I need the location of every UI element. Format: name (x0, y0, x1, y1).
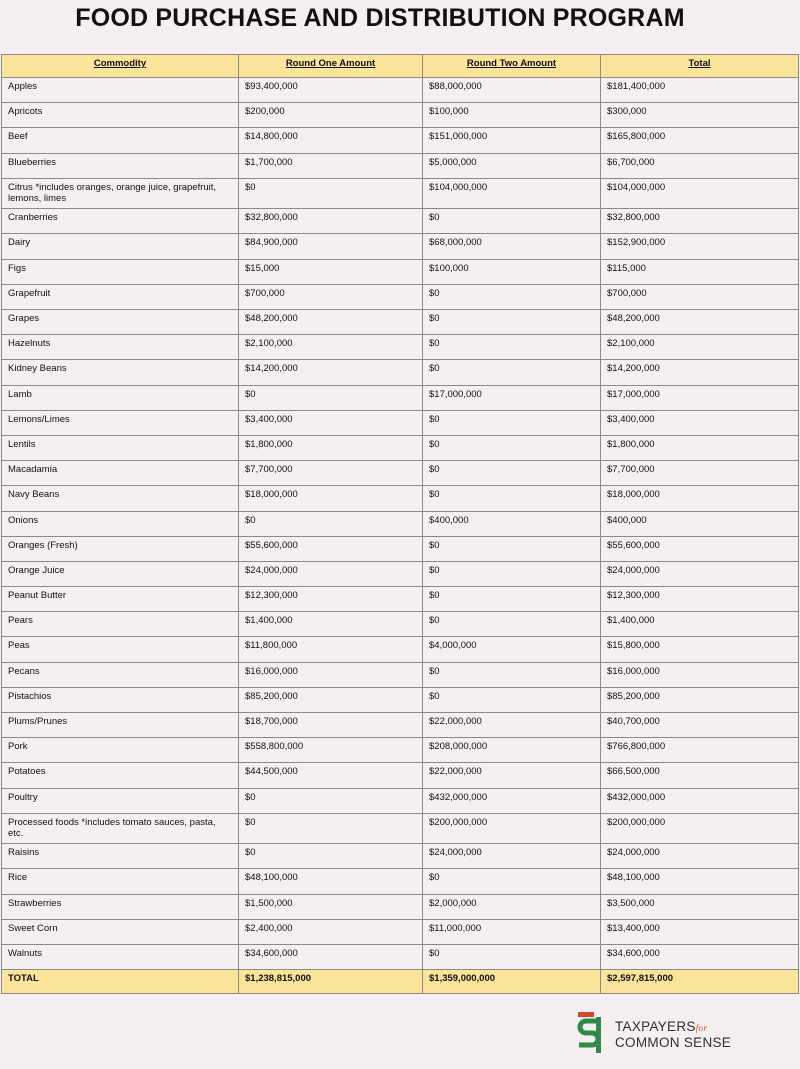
round-two-cell: $24,000,000 (423, 844, 601, 869)
commodity-cell: Onions (2, 511, 239, 536)
table-row (2, 128, 799, 153)
total-cell: $2,100,000 (601, 335, 799, 360)
table-row (2, 461, 799, 486)
total-cell: $17,000,000 (601, 385, 799, 410)
round-two-cell: $100,000 (423, 103, 601, 128)
table-row (2, 612, 799, 637)
round-one-cell: $0 (239, 511, 423, 536)
page-title: FOOD PURCHASE AND DISTRIBUTION PROGRAM (75, 4, 685, 32)
commodity-cell: Poultry (2, 788, 239, 813)
table-row (2, 511, 799, 536)
round-two-cell: $22,000,000 (423, 763, 601, 788)
round-two-cell: $400,000 (423, 511, 601, 536)
table-row (2, 284, 799, 309)
commodity-cell: Navy Beans (2, 486, 239, 511)
commodity-cell: Apricots (2, 103, 239, 128)
total-cell: $766,800,000 (601, 738, 799, 763)
round-one-cell: $48,200,000 (239, 310, 423, 335)
table-header-row (2, 55, 799, 78)
total-cell: $13,400,000 (601, 919, 799, 944)
table-row (2, 662, 799, 687)
round-one-cell: $11,800,000 (239, 637, 423, 662)
round-one-cell: $55,600,000 (239, 536, 423, 561)
table-row (2, 813, 799, 844)
round-one-cell: $558,800,000 (239, 738, 423, 763)
round-two-cell: $0 (423, 310, 601, 335)
total-cell: $55,600,000 (601, 536, 799, 561)
total-cell: $40,700,000 (601, 713, 799, 738)
round-one-cell: $3,400,000 (239, 410, 423, 435)
total-cell: $14,200,000 (601, 360, 799, 385)
round-two-cell: $22,000,000 (423, 713, 601, 738)
round-one-cell: $1,700,000 (239, 153, 423, 178)
round-one-cell: $48,100,000 (239, 869, 423, 894)
table-row (2, 259, 799, 284)
round-one-cell: $0 (239, 813, 423, 844)
table-body (2, 78, 799, 970)
table-row (2, 103, 799, 128)
round-one-cell: $0 (239, 385, 423, 410)
total-cell: $6,700,000 (601, 153, 799, 178)
round-one-cell: $24,000,000 (239, 561, 423, 586)
total-cell: $432,000,000 (601, 788, 799, 813)
round-two-cell: $5,000,000 (423, 153, 601, 178)
total-cell: $7,700,000 (601, 461, 799, 486)
table-row (2, 894, 799, 919)
commodity-cell: Grapes (2, 310, 239, 335)
round-one-cell: $16,000,000 (239, 662, 423, 687)
round-two-cell: $0 (423, 687, 601, 712)
table-row (2, 713, 799, 738)
total-cell: $15,800,000 (601, 637, 799, 662)
table-row (2, 410, 799, 435)
round-one-cell: $44,500,000 (239, 763, 423, 788)
total-cell: $165,800,000 (601, 128, 799, 153)
round-one-cell: $14,200,000 (239, 360, 423, 385)
table-row (2, 234, 799, 259)
commodity-cell: Pistachios (2, 687, 239, 712)
table-row (2, 561, 799, 586)
commodity-cell: Pork (2, 738, 239, 763)
round-two-cell: $0 (423, 662, 601, 687)
dollar-sign-logo-icon (576, 1011, 610, 1055)
round-one-cell: $1,400,000 (239, 612, 423, 637)
table-row (2, 587, 799, 612)
commodity-cell: Walnuts (2, 945, 239, 970)
total-round-one: $1,238,815,000 (239, 970, 423, 994)
round-two-cell: $104,000,000 (423, 178, 601, 209)
round-two-cell: $0 (423, 284, 601, 309)
round-one-cell: $18,000,000 (239, 486, 423, 511)
total-label: TOTAL (2, 970, 239, 994)
total-grand: $2,597,815,000 (601, 970, 799, 994)
round-two-cell: $0 (423, 335, 601, 360)
table-row (2, 360, 799, 385)
commodity-cell: Kidney Beans (2, 360, 239, 385)
round-two-cell: $0 (423, 945, 601, 970)
total-cell: $3,500,000 (601, 894, 799, 919)
total-cell: $1,800,000 (601, 435, 799, 460)
total-cell: $48,200,000 (601, 310, 799, 335)
table-row (2, 687, 799, 712)
commodity-cell: Beef (2, 128, 239, 153)
table-row (2, 153, 799, 178)
round-two-cell: $17,000,000 (423, 385, 601, 410)
table-row (2, 738, 799, 763)
round-one-cell: $18,700,000 (239, 713, 423, 738)
round-two-cell: $11,000,000 (423, 919, 601, 944)
round-two-cell: $0 (423, 536, 601, 561)
round-two-cell: $2,000,000 (423, 894, 601, 919)
table-row (2, 78, 799, 103)
round-two-cell: $0 (423, 612, 601, 637)
round-one-cell: $0 (239, 178, 423, 209)
round-two-cell: $68,000,000 (423, 234, 601, 259)
total-cell: $115,000 (601, 259, 799, 284)
round-one-cell: $2,400,000 (239, 919, 423, 944)
round-two-cell: $432,000,000 (423, 788, 601, 813)
round-one-cell: $2,100,000 (239, 335, 423, 360)
round-two-cell: $0 (423, 461, 601, 486)
round-two-cell: $200,000,000 (423, 813, 601, 844)
total-cell: $16,000,000 (601, 662, 799, 687)
header-round-two: Round Two Amount (423, 55, 601, 78)
total-cell: $18,000,000 (601, 486, 799, 511)
total-cell: $3,400,000 (601, 410, 799, 435)
total-row (2, 970, 799, 994)
round-two-cell: $0 (423, 561, 601, 586)
round-two-cell: $0 (423, 486, 601, 511)
round-two-cell: $4,000,000 (423, 637, 601, 662)
header-commodity: Commodity (2, 55, 239, 78)
round-one-cell: $0 (239, 844, 423, 869)
round-two-cell: $0 (423, 360, 601, 385)
commodity-cell: Orange Juice (2, 561, 239, 586)
table-row (2, 788, 799, 813)
round-two-cell: $0 (423, 869, 601, 894)
commodity-cell: Raisins (2, 844, 239, 869)
commodity-cell: Oranges (Fresh) (2, 536, 239, 561)
round-one-cell: $1,500,000 (239, 894, 423, 919)
total-cell: $66,500,000 (601, 763, 799, 788)
round-two-cell: $0 (423, 587, 601, 612)
round-one-cell: $0 (239, 788, 423, 813)
round-two-cell: $0 (423, 435, 601, 460)
commodity-cell: Macadamia (2, 461, 239, 486)
logo-line-1: TAXPAYERSfor (615, 1019, 708, 1034)
round-one-cell: $1,800,000 (239, 435, 423, 460)
commodity-cell: Citrus *includes oranges, orange juice, grapefruit, lemons, limes (2, 178, 239, 209)
total-cell: $24,000,000 (601, 844, 799, 869)
commodity-cell: Cranberries (2, 209, 239, 234)
round-one-cell: $7,700,000 (239, 461, 423, 486)
round-one-cell: $84,900,000 (239, 234, 423, 259)
total-cell: $1,400,000 (601, 612, 799, 637)
total-cell: $48,100,000 (601, 869, 799, 894)
commodity-cell: Pears (2, 612, 239, 637)
commodity-cell: Peanut Butter (2, 587, 239, 612)
commodity-cell: Figs (2, 259, 239, 284)
taxpayers-logo (576, 1011, 766, 1055)
table-row (2, 637, 799, 662)
round-one-cell: $32,800,000 (239, 209, 423, 234)
table-row (2, 335, 799, 360)
round-one-cell: $93,400,000 (239, 78, 423, 103)
table-row (2, 536, 799, 561)
round-two-cell: $100,000 (423, 259, 601, 284)
round-two-cell: $0 (423, 410, 601, 435)
table-row (2, 919, 799, 944)
total-cell: $300,000 (601, 103, 799, 128)
total-cell: $152,900,000 (601, 234, 799, 259)
commodity-cell: Hazelnuts (2, 335, 239, 360)
table-row (2, 178, 799, 209)
commodity-cell: Grapefruit (2, 284, 239, 309)
total-round-two: $1,359,000,000 (423, 970, 601, 994)
commodity-cell: Strawberries (2, 894, 239, 919)
total-cell: $400,000 (601, 511, 799, 536)
logo-line-2: COMMON SENSE (615, 1035, 732, 1050)
commodity-cell: Pecans (2, 662, 239, 687)
commodity-cell: Peas (2, 637, 239, 662)
total-cell: $24,000,000 (601, 561, 799, 586)
commodity-cell: Processed foods *includes tomato sauces, pasta, etc. (2, 813, 239, 844)
commodity-cell: Lamb (2, 385, 239, 410)
table-row (2, 486, 799, 511)
commodity-cell: Plums/Prunes (2, 713, 239, 738)
round-one-cell: $15,000 (239, 259, 423, 284)
total-cell: $32,800,000 (601, 209, 799, 234)
total-cell: $700,000 (601, 284, 799, 309)
round-one-cell: $14,800,000 (239, 128, 423, 153)
table-row (2, 763, 799, 788)
round-two-cell: $151,000,000 (423, 128, 601, 153)
round-one-cell: $34,600,000 (239, 945, 423, 970)
round-one-cell: $700,000 (239, 284, 423, 309)
round-two-cell: $88,000,000 (423, 78, 601, 103)
table-row (2, 385, 799, 410)
round-one-cell: $12,300,000 (239, 587, 423, 612)
round-one-cell: $200,000 (239, 103, 423, 128)
total-cell: $12,300,000 (601, 587, 799, 612)
commodity-cell: Dairy (2, 234, 239, 259)
total-cell: $104,000,000 (601, 178, 799, 209)
commodity-cell: Lentils (2, 435, 239, 460)
round-two-cell: $0 (423, 209, 601, 234)
commodity-cell: Lemons/Limes (2, 410, 239, 435)
total-cell: $181,400,000 (601, 78, 799, 103)
commodity-cell: Sweet Corn (2, 919, 239, 944)
table-row (2, 209, 799, 234)
round-one-cell: $85,200,000 (239, 687, 423, 712)
total-cell: $85,200,000 (601, 687, 799, 712)
round-two-cell: $208,000,000 (423, 738, 601, 763)
commodity-cell: Rice (2, 869, 239, 894)
commodity-table (1, 54, 799, 994)
table-row (2, 435, 799, 460)
header-round-one: Round One Amount (239, 55, 423, 78)
header-total: Total (601, 55, 799, 78)
table-row (2, 844, 799, 869)
commodity-cell: Apples (2, 78, 239, 103)
table-row (2, 945, 799, 970)
table-row (2, 869, 799, 894)
commodity-cell: Potatoes (2, 763, 239, 788)
total-cell: $34,600,000 (601, 945, 799, 970)
table-row (2, 310, 799, 335)
commodity-cell: Blueberries (2, 153, 239, 178)
total-cell: $200,000,000 (601, 813, 799, 844)
